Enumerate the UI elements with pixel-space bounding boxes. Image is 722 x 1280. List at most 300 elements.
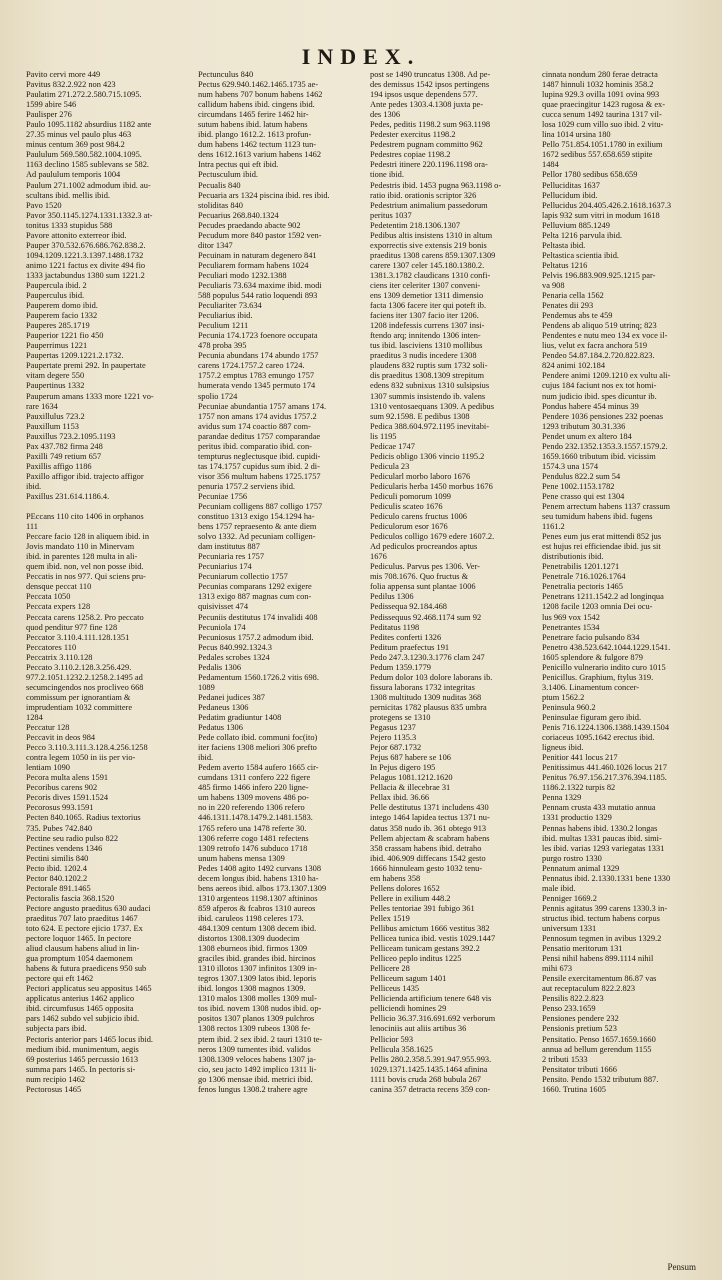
index-line: lupina 929.3 ovilla 1091 ovina 993	[542, 90, 660, 100]
index-line: subjecta pars ibid.	[26, 1024, 87, 1034]
index-line: positos 1307 planos 1309 pulchros	[198, 1014, 315, 1024]
index-line: ciens iter celeriter 1307 conveni-	[370, 280, 481, 290]
index-line: Pauxillus 723.2.1095.1193	[26, 431, 116, 441]
index-line: 1089	[198, 682, 215, 692]
index-line: Pejor 687.1732	[370, 743, 422, 753]
index-line: circumdans 1465 ferire 1462 hir-	[198, 110, 309, 120]
index-line: va 908	[542, 280, 565, 290]
index-line: ftendo arq; innitendo 1306 inten-	[370, 331, 481, 341]
index-line: tus ibid. lasciviens 1310 mollibus	[370, 341, 483, 351]
index-line: Peccata carens 1258.2. Pro peccato	[26, 612, 144, 622]
index-line: Ad pediculos procreandos aptus	[370, 542, 478, 552]
index-line: Pecuaria ars 1324 piscina ibid. res ibid.	[198, 190, 330, 200]
index-line: 1293 tributum 30.31.336	[542, 421, 626, 431]
index-line: intego 1464 lapidea tectus 1371 nu-	[370, 813, 490, 823]
index-line: Pauperem domo ibid.	[26, 301, 98, 311]
index-line: Pauperculus ibid.	[26, 291, 85, 301]
index-line: Pellor 1780 sedibus 658.659	[542, 170, 638, 180]
index-line: 1676	[370, 552, 387, 562]
index-line: Pectorale 891.1465	[26, 883, 91, 893]
index-line: 1310 ventosaequans 1309. A pedibus	[370, 401, 494, 411]
index-line: Penetrare facio pulsando 834	[542, 632, 640, 642]
index-line: Pensito. Pendo 1532 tributum 887.	[542, 1074, 659, 1084]
index-line: carere 1307 celer 145.180.1380.2.	[370, 260, 485, 270]
index-line: mis 708.1676. Quo fructus &	[370, 572, 469, 582]
index-line: Penna 1329	[542, 793, 582, 803]
index-line: quae praecingitur 1423 rugosa & ex-	[542, 100, 666, 110]
index-line: ibid.	[198, 753, 214, 763]
index-line: Pauperrimus 1221	[26, 341, 88, 351]
index-line: Paxilli 749 retium 657	[26, 451, 102, 461]
index-line: stoliditas 840	[198, 200, 243, 210]
index-line: Peltastica scientia ibid.	[542, 250, 619, 260]
index-line: Pedestrium animalium passedorum	[370, 200, 488, 210]
index-line: Ante pedes 1303.4.1308 juxta pe-	[370, 100, 484, 110]
index-line: Pejus 687 habere se 106	[370, 753, 451, 763]
index-line: Pendemus abs te 459	[542, 311, 613, 321]
index-line: pernicitas 1782 plausus 835 umbra	[370, 702, 487, 712]
index-line: Penetrale 716.1026.1764	[542, 572, 626, 582]
index-line: 1163 declino 1585 sublevans se 582.	[26, 160, 149, 170]
index-line: lapis 932 sum vitri in modum 1618	[542, 210, 660, 220]
index-line: Peculiari modo 1232.1388	[198, 270, 287, 280]
index-line: humerata vendo 1345 permuto 174	[198, 381, 316, 391]
index-line: Pede collato ibid. communi foc(ito)	[198, 733, 318, 743]
index-line: 1659.1660 tributum ibid. vicissim	[542, 451, 656, 461]
index-line: Pecunia 174.1723 foenore occupata	[198, 331, 318, 341]
index-line: Pecto ibid. 1202.4	[26, 863, 87, 873]
index-line: universum 1331	[542, 923, 597, 933]
index-line: lenociniis aut aliis artibus 36	[370, 1024, 467, 1034]
index-line: Pelle destitutus 1371 includens 430	[370, 803, 489, 813]
index-line: Pellucidus 204.405.426.2.1618.1637.3	[542, 200, 672, 210]
index-line: Pedamentum 1560.1726.2 vitis 698.	[198, 672, 319, 682]
index-line: dis praeditus 1308.1309 strepitum	[370, 371, 484, 381]
index-line: Pene crasso qui est 1304	[542, 491, 625, 501]
index-line: Pedaneus 1306	[198, 702, 249, 712]
index-line: Pedilus 1306	[370, 592, 414, 602]
index-line: Pecco 3.110.3.111.3.128.4.256.1258	[26, 743, 148, 753]
index-line: 1605 splendore & fulgore 879	[542, 652, 643, 662]
index-line: cucca senum 1492 taurina 1317 vil-	[542, 110, 662, 120]
index-line: Pello 751.854.1051.1780 in exilium	[542, 140, 663, 150]
index-line: Pellens dolores 1652	[370, 883, 440, 893]
index-line: Penis 716.1224.1306.1388.1439.1504	[542, 723, 670, 733]
index-line: solvo 1332. Ad pecuniam colligen-	[198, 532, 316, 542]
index-line: Pediculis scateo 1676	[370, 502, 443, 512]
index-line: Pediculorum esor 1676	[370, 522, 448, 532]
index-line: 1310 illotos 1307 infinitos 1309 in-	[198, 964, 317, 974]
index-line: Pedatim gradiuntur 1408	[198, 713, 282, 722]
index-line: 3.1406. Linamentum concer-	[542, 682, 640, 692]
index-line: Pensilis 822.2.823	[542, 994, 604, 1004]
index-line: Pecuniae 1756	[198, 491, 248, 501]
index-line: datus 358 nudo ib. 361 obtego 913	[370, 823, 487, 833]
index-line: Pectini similis 840	[26, 853, 89, 863]
index-line: ibid.	[26, 481, 42, 491]
index-line: Pendet unum ex altero 184	[542, 431, 632, 441]
index-line: canina 357 detracta recens 359 con-	[370, 1084, 491, 1094]
index-line: Pensatio meritorum 131	[542, 944, 623, 954]
index-line: male ibid.	[542, 883, 576, 893]
index-line: num judicio ibid. spes dicuntur ib.	[542, 391, 657, 401]
index-line: lius, velut ex facra anchora 519	[542, 341, 648, 351]
index-line: 859 afperos & fcabros 1310 aureos	[198, 903, 316, 913]
index-line: Pedicula 23	[370, 461, 410, 471]
index-line: praeditus 707 lato praeditus 1467	[26, 913, 138, 923]
index-line: Pedicis obligo 1306 vincio 1195.2	[370, 451, 485, 461]
index-line: quod penditur 977 fine 128	[26, 622, 118, 632]
index-line: Pecuniis destitutus 174 invalidi 408	[198, 612, 318, 622]
index-line: 1487 hinnuli 1032 hominis 358.2	[542, 80, 654, 90]
index-line: aut receptaculum 822.2.823	[542, 984, 636, 994]
index-line: 1161.2	[542, 522, 565, 532]
index-line: Pedissequa 92.184.468	[370, 602, 447, 612]
index-line: tempturus neglectusque ibid. cupidi-	[198, 451, 321, 461]
index-line: imprudentiam 1032 committere	[26, 702, 133, 712]
index-line: Pellicienda artificium tenere 648 vis	[370, 994, 492, 1004]
index-line: Pedo 247.3.1230.3.1776 clam 247	[370, 652, 485, 662]
page-header: INDEX.	[301, 44, 421, 69]
index-line: Pecora multa alens 1591	[26, 773, 109, 783]
index-line: quem ibid. non, vel non posse ibid.	[26, 562, 144, 572]
index-line: Pennam crusta 433 mutatio annua	[542, 803, 656, 813]
index-line: purgo rostro 1330	[542, 853, 602, 863]
index-line: Pavor 350.1145.1274.1331.1332.3 at-	[26, 210, 153, 220]
index-line: faciens iter 1307 facio iter 1206.	[370, 311, 479, 321]
index-line: 27.35 minus vel paulo plus 463	[26, 130, 132, 140]
index-line: Paulo 1095.1182 absurdius 1182 ante	[26, 120, 152, 130]
index-line: 1308 eburneos ibid. firmos 1309	[198, 944, 308, 954]
index-line: Pectunculus 840	[198, 70, 254, 79]
index-line: Pediculos colligo 1679 edere 1607.2.	[370, 532, 495, 542]
index-line: penuria 1757.2 serviens ibid.	[198, 481, 295, 491]
index-line: 1757 non amans 174 avidus 1757.2	[198, 411, 317, 421]
index-line: Peccata expers 128	[26, 602, 91, 612]
index-line: Pedicularl morbo laboro 1676	[370, 471, 471, 481]
index-line: Penetrantes 1534	[542, 622, 600, 632]
index-line: Pectoris anterior pars 1465 locus ibid.	[26, 1034, 153, 1044]
index-line: Peccator 3.110.4.111.128.1351	[26, 632, 130, 642]
index-line: dens 1612.1613 varium habens 1462	[198, 150, 322, 160]
index-column-3	[370, 70, 536, 1270]
index-line: Pecten 840.1065. Radius textorius	[26, 813, 141, 823]
index-line: Penso 233.1659	[542, 1004, 596, 1014]
index-line: tonitus 1333 stupidus 588	[26, 220, 113, 230]
index-line: Penates dii 293	[542, 301, 594, 311]
index-line: ligneus ibid.	[542, 743, 584, 753]
index-line: unum habens mensa 1309	[198, 853, 285, 863]
index-line: Pellicula 358.1625	[370, 1044, 433, 1054]
index-line: Peculium 1211	[198, 321, 249, 331]
index-line: minus centum 369 post 984.2	[26, 140, 125, 150]
index-line: Pellis 280.2.358.5.391.947.955.993.	[370, 1054, 492, 1064]
index-line: Pelvis 196.883.909.925.1215 par-	[542, 270, 656, 280]
index-line: Pejero 1135.3	[370, 733, 417, 743]
index-line: des demissus 1542 ipsos pertingens	[370, 80, 490, 90]
index-line: Pedestres copiae 1198.2	[370, 150, 451, 160]
index-line: Pectusculum ibid.	[198, 170, 259, 180]
index-line: num habens 707 bonum habens 1462	[198, 90, 323, 100]
index-line: em habens 358	[370, 873, 421, 883]
index-line: cujus 184 faciunt nos ex tot homi-	[542, 381, 657, 391]
index-line: Pedes, peditis 1198.2 sum 963.1198	[370, 120, 491, 130]
index-line: Peculiariter 73.634	[198, 301, 262, 311]
index-line: cio, seu jacto 1492 implico 1311 li-	[198, 1064, 317, 1074]
index-line: num recipio 1462	[26, 1074, 86, 1084]
index-line: Pelliceo peplo inditus 1225	[370, 954, 462, 964]
index-line: vitam degere 550	[26, 371, 85, 381]
index-line: 1306 referre cogo 1481 refectens	[198, 833, 309, 843]
index-line: seu tumidum habens ibid. fugens	[542, 512, 653, 522]
index-line: post se 1490 truncatus 1308. Ad pe-	[370, 70, 491, 79]
index-line: Paupertas 1209.1221.2.1732.	[26, 351, 124, 361]
index-line: plaudens 832 ruptis sum 1732 soli-	[370, 361, 488, 371]
index-line: applicatus anterius 1462 applico	[26, 994, 135, 1004]
index-line: praeditus 3 nudis incedere 1308	[370, 351, 477, 361]
index-line: 111	[26, 522, 38, 532]
index-line: 1331 productio 1329	[542, 813, 612, 823]
index-line: lus 969 vox 1542	[542, 612, 600, 622]
index-line: Pennis agitatus 399 carens 1330.3 in-	[542, 903, 668, 913]
index-line: Peditatus 1198	[370, 622, 420, 632]
index-line: Pendeo 54.87.184.2.720.822.823.	[542, 351, 655, 361]
index-line: edens 832 subnixus 1310 sulsipsius	[370, 381, 490, 391]
index-line: 1308 multitudo 1309 nuditas 368	[370, 692, 482, 702]
index-line: Pendo 232.1352.1353.3.1557.1579.2.	[542, 441, 668, 451]
index-column-4	[542, 70, 708, 1270]
index-line: Penaria cella 1562	[542, 291, 604, 301]
index-line: 1333 jactabundus 1380 sum 1221.2	[26, 270, 145, 280]
index-line: Pecoribus carens 902	[26, 783, 98, 793]
index-line: decem longus ibid. habens 1310 ha-	[198, 873, 319, 883]
index-line: avidus sum 174 coactio 887 com-	[198, 421, 311, 431]
index-line: 1310 argenteos 1198.1307 aftininos	[198, 893, 318, 903]
index-line: Pedatus 1306	[198, 723, 243, 733]
index-line: 824 animi 102.184	[542, 361, 606, 371]
index-line: Pedica 388.604.972.1195 inevitabi-	[370, 421, 490, 431]
index-line: 358 crassam habens ibid. detraho	[370, 843, 482, 853]
index-line: Pensi nihil habens 899.1114 nihil	[542, 954, 654, 964]
index-line: Pectori applicatus seu appositus 1465	[26, 984, 152, 994]
index-line: Pellax ibid. 36.66	[370, 793, 430, 803]
index-line: Pedestris ibid. 1453 pugna 963.1198 o-	[370, 180, 502, 190]
index-line: Peccatores 110	[26, 642, 77, 652]
index-line: pectore loquor 1465. In pectore	[26, 934, 132, 944]
index-line: Pax 437.782 firma 248	[26, 441, 103, 451]
index-line: Penniger 1669.2	[542, 893, 597, 903]
index-line: ibid. in parentes 128 multa in ali-	[26, 552, 138, 562]
index-line: Pecudum more 840 pastor 1592 ven-	[198, 230, 322, 240]
index-line: ibid. circumfusus 1465 opposita	[26, 1004, 134, 1014]
index-line: ratio ibid. orationis scriptor 326	[370, 190, 477, 200]
index-line: 1599 abire 546	[26, 100, 77, 110]
index-line: Pegasus 1237	[370, 723, 416, 733]
index-line: Pendens ab aliquo 519 utrinq; 823	[542, 321, 657, 331]
index-line: 1309 retrofo 1476 subduco 1718	[198, 843, 308, 853]
index-line: Pecuniaria res 1757	[198, 552, 265, 562]
index-line: Peccatrix 3.110.128	[26, 652, 93, 662]
index-line: Pavito cervi more 449	[26, 70, 101, 79]
index-line: 1757.2 emptus 1783 emungo 1757	[198, 371, 315, 381]
index-line: ptem ibid. 2 sex ibid. 2 tauri 1310 te-	[198, 1034, 323, 1044]
index-line: Pectines vendens 1346	[26, 843, 103, 853]
index-line: cinnata nondum 280 ferae detracta	[542, 70, 658, 79]
index-line: 1307 summis insistendo ib. valens	[370, 391, 486, 401]
index-line: Pector 840.1202.2	[26, 873, 88, 883]
index-line: 1094.1209.1221.3.1397.1488.1732	[26, 250, 144, 260]
index-line: tas 174.1757 cupidus sum ibid. 2 di-	[198, 461, 320, 471]
index-line: des 1306	[370, 110, 401, 120]
index-line: Pennatus ibid. 2.1330.1331 bene 1330	[542, 873, 671, 883]
index-line: Pecudes praedando abacte 902	[198, 220, 301, 230]
index-line: carens 1724.1757.2 careo 1724.	[198, 361, 305, 371]
index-line: Pediculus. Parvus pes 1306. Ver-	[370, 562, 480, 572]
index-line: tegros 1307.1309 latos ibid. leporis	[198, 974, 317, 984]
index-line: 69 posterius 1465 percussio 1613	[26, 1054, 139, 1064]
index-line: In Pejus digero 195	[370, 763, 436, 773]
index-line: Peninsula 960.2	[542, 702, 596, 712]
index-line: 1310 malos 1308 molles 1309 mul-	[198, 994, 317, 1004]
index-line: constituo 1313 exigo 154.1294 ha-	[198, 512, 315, 522]
index-line: Pedicae 1747	[370, 441, 415, 451]
index-line: Pavo 1520	[26, 200, 62, 210]
index-line: Pedestrem pugnam committo 962	[370, 140, 483, 150]
index-line: lentiam 1090	[26, 763, 70, 773]
index-line: Paxillus 231.614.1186.4.	[26, 491, 110, 501]
index-line: ibid. longos 1308 magnos 1309.	[198, 984, 306, 994]
index-line: medium ibid. munimentum, aegis	[26, 1044, 139, 1054]
index-line: 1208 indefessis currens 1307 insi-	[370, 321, 485, 331]
index-line: 735. Pubes 742.840	[26, 823, 93, 833]
index-line: Peninsulae figuram gero ibid.	[542, 713, 642, 722]
index-line: spolio 1724	[198, 391, 238, 401]
index-line: Jovis mandato 110 in Minervam	[26, 542, 135, 552]
index-line: Pedes 1408 agito 1492 curvans 1308	[198, 863, 322, 873]
index-line: facta 1306 facere iter qui poteft ib.	[370, 301, 487, 311]
index-line: 1381.3.1782 claudicans 1310 confi-	[370, 270, 491, 280]
index-line: gua promptum 1054 daemonem	[26, 954, 133, 964]
index-line: Pedetentim 218.1306.1307	[370, 220, 461, 230]
index-line: Pecus 840.992.1324.3	[198, 642, 272, 652]
index-line: Pellucidum ibid.	[542, 190, 598, 200]
index-line: 1029.1371.1425.1435.1464 afinina	[370, 1064, 488, 1074]
index-line: Pedites conferti 1326	[370, 632, 442, 642]
index-line: Paululum 569.580.582.1004.1095.	[26, 150, 142, 160]
index-line: Pennatum animal 1329	[542, 863, 620, 873]
index-line: mihi 673	[542, 964, 573, 974]
index-line: Pecuniola 174	[198, 622, 246, 632]
index-line: Pecorosus 993.1591	[26, 803, 94, 813]
index-line: Pauperum amans 1333 more 1221 vo-	[26, 391, 154, 401]
index-line: Penetrans 1211.1542.2 ad longinqua	[542, 592, 664, 602]
index-line: cumdans 1311 confero 222 figere	[198, 773, 311, 783]
index-line: Pecuniarum collectio 1757	[198, 572, 288, 582]
index-line: ibid. plango 1612.2. 1613 profun-	[198, 130, 312, 140]
index-line: Pauperior 1221 fio 450	[26, 331, 104, 341]
index-line: 1313 exigo 887 magnas cum con-	[198, 592, 312, 602]
index-line: ibid. 406.909 diffecans 1542 gesto	[370, 853, 486, 863]
index-line: tione ibid.	[370, 170, 404, 180]
index-line: Pedicularis herba 1450 morbus 1676	[370, 481, 493, 491]
index-line: 1186.2.1322 turpis 82	[542, 783, 616, 793]
index-line: Peculiaris 73.634 maxime ibid. modi	[198, 280, 322, 290]
index-line: Peccare facio 128 in aliquem ibid. in	[26, 532, 150, 542]
index-line: Peditum praefectus 191	[370, 642, 450, 652]
index-line: Pecoris dives 1591.1524	[26, 793, 109, 803]
index-line: 1208 facile 1203 omnia Dei ocu-	[542, 602, 653, 612]
index-line: Intra pectus qui eft ibid.	[198, 160, 279, 170]
index-line: iter faciens 1308 meliori 306 prefto	[198, 743, 317, 753]
index-line: Penetralia pectoris 1465	[542, 582, 623, 592]
index-line: fenos lungus 1308.2 trahere agre	[198, 1084, 308, 1094]
index-line: 1765 refero una 1478 referte 30.	[198, 823, 307, 833]
index-line: Pedester exercitus 1198.2	[370, 130, 456, 140]
index-line: Pene 1002.1153.1782	[542, 481, 615, 491]
index-line: Pendere animi 1209.1210 ex vultu ali-	[542, 371, 671, 381]
index-line: Pelliceam tunicam gestans 392.2	[370, 944, 480, 954]
index-line: aliud clausum habens aliud in lin-	[26, 944, 140, 954]
index-line: Pensionis pretium 523	[542, 1024, 617, 1034]
index-line: Peccatis in nos 977. Qui sciens pru-	[26, 572, 146, 582]
index-line: 588 populus 544 ratio loquendi 893	[198, 291, 318, 301]
index-line: bens aereos ibid. albos 173.1307.1309	[198, 883, 327, 893]
index-line: Pondus habere 454 minus 39	[542, 401, 639, 411]
index-line: ens 1309 demetior 1311 dimensio	[370, 291, 484, 301]
index-line: Pecuniarius 174	[198, 562, 252, 572]
index-line: les ibid. varias 1293 variegatas 1331	[542, 843, 665, 853]
index-line: Pectorosus 1465	[26, 1084, 82, 1094]
index-line: Peltasta ibid.	[542, 240, 586, 250]
index-line: Pedum 1359.1779	[370, 662, 431, 672]
index-line: Pecuniam colligens 887 colligo 1757	[198, 502, 323, 512]
index-line: Penicillo vulnerario indito curo 1015	[542, 662, 666, 672]
index-line: graciles ibid. grandes ibid. hircinos	[198, 954, 316, 964]
catchword: Pensum	[667, 1262, 696, 1272]
index-line: 484.1309 centum 1308 decem ibid.	[198, 923, 317, 933]
index-line: Paulisper 276	[26, 110, 72, 120]
index-line: visor 356 multum habens 1725.1757	[198, 471, 321, 481]
index-line: Pensitator tributi 1666	[542, 1064, 617, 1074]
index-line: contra legem 1050 in iis per vio-	[26, 753, 136, 763]
index-line: Pelagus 1081.1212.1620	[370, 773, 453, 783]
index-line: Pelles tentoriae 391 fubigo 361	[370, 903, 475, 913]
index-line: um habens 1309 movens 486 po-	[198, 793, 309, 803]
index-line: Penitissimus 441.460.1026 locus 217	[542, 763, 667, 773]
index-line: Penetro 438.523.642.1044.1229.1541.	[542, 642, 671, 652]
index-line: sum 92.1598. E pedibus 1308	[370, 411, 470, 421]
index-line: Pellibus amictum 1666 vestitus 382	[370, 923, 490, 933]
index-line: Pendulus 822.2 sum 54	[542, 471, 621, 481]
index-line: Penetrabilis 1201.1271	[542, 562, 620, 572]
index-line: Pecunias comparans 1292 exigere	[198, 582, 312, 592]
index-line: Pectus 629.940.1462.1465.1735 ae-	[198, 80, 319, 90]
index-line: Peculiarem formam habens 1024	[198, 260, 309, 270]
index-line: go 1306 mensae ibid. metrici ibid.	[198, 1074, 313, 1084]
index-line: 2 tributi 1533	[542, 1054, 588, 1064]
index-line: Pectine seu radio pulso 822	[26, 833, 119, 843]
index-line: Pecuinam in naturam degenero 841	[198, 250, 317, 260]
index-line: toto 624. E pectore ejicio 1737. Ex	[26, 923, 143, 933]
index-line: commissum per ignorantiam &	[26, 692, 131, 702]
index-line: distortos 1308.1309 duodecim	[198, 934, 300, 944]
index-line: Pennas habens ibid. 1330.2 longas	[542, 823, 658, 833]
index-line	[26, 502, 192, 512]
index-line: ditor 1347	[198, 240, 233, 250]
index-line: Pavore attonito exterreor ibid.	[26, 230, 127, 240]
index-line: Peccavit in deos 984	[26, 733, 96, 743]
index-line: callidum habens ibid. cingens ibid.	[198, 100, 315, 110]
